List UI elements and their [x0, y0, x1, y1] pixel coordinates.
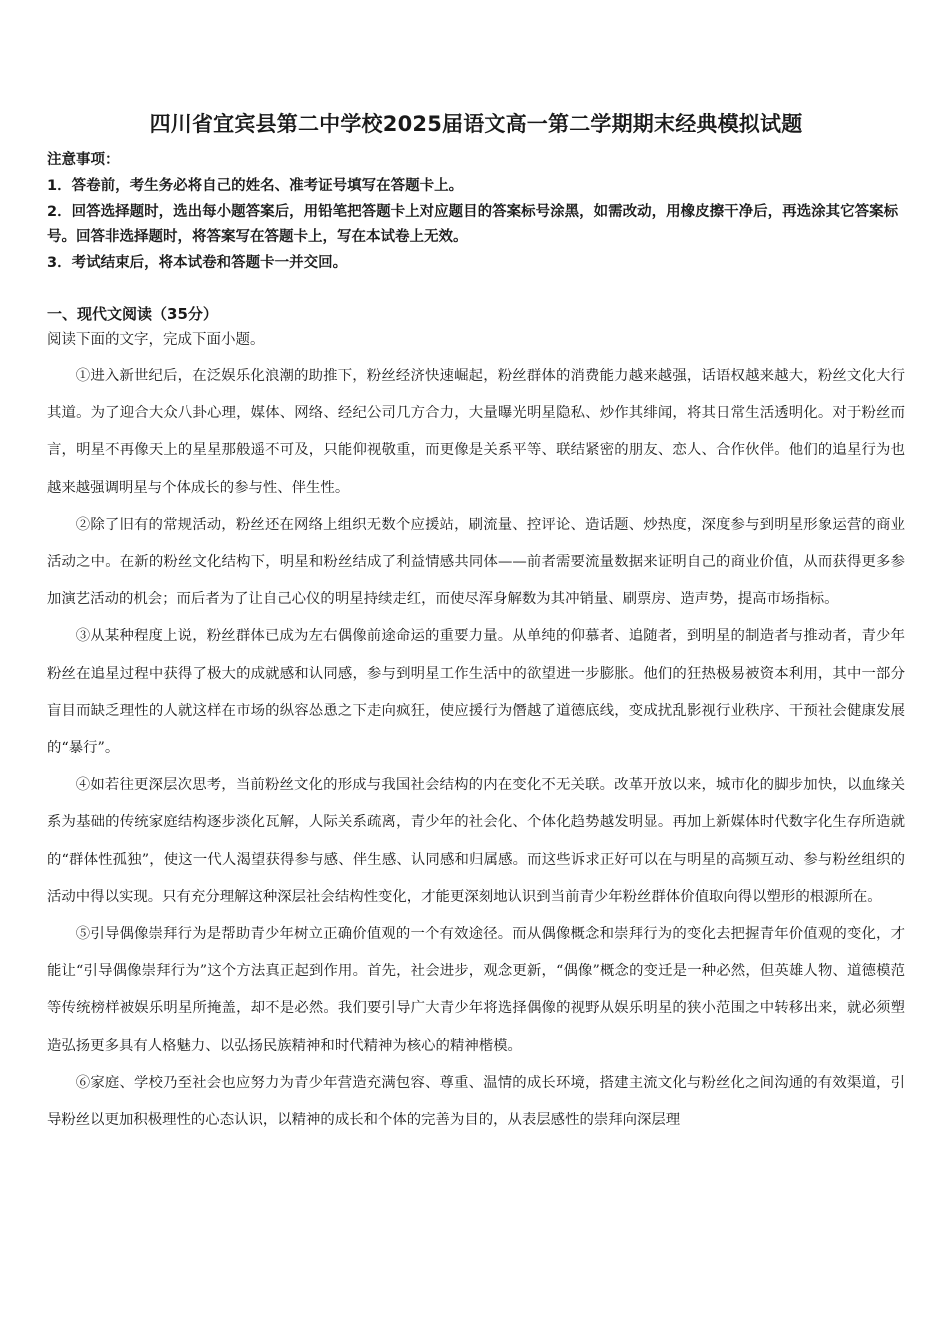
- exam-page: [47, 108, 905, 1139]
- notice-item-1: 1．答卷前，考生务必将自己的姓名、准考证号填写在答题卡上。: [47, 177, 464, 194]
- paragraph-4: ④如若往更深层次思考，当前粉丝文化的形成与我国社会结构的内在变化不无关联。改革开放以来，城市化的脚步加快，以血缘关系为基础的传统家庭结构逐步淡化瓦解，人际关系疏离，青少年的社会化、个体化趋势越发明显。再加上新媒体时代数字化生存所造就的“群体性孤独”，使这一代人渴望获得参与感、伴生感、认同感和归属感。而这些诉求正好可以在与明星的高频互动、参与粉丝组织的活动中得以实现。只有充分理解这种深层社会结构性变化，才能更深刻地认识到当前青少年粉丝群体价值取向得以塑形的根源所在。: [47, 777, 905, 905]
- paragraph-1: ①进入新世纪后，在泛娱乐化浪潮的助推下，粉丝经济快速崛起，粉丝群体的消费能力越来越强，话语权越来越大，粉丝文化大行其道。为了迎合大众八卦心理，媒体、网络、经纪公司几方合力，大量曝光明星隐私、炒作其绯闻，将其日常生活透明化。对于粉丝而言，明星不再像天上的星星那般遥不可及，只能仰视敬重，而更像是关系平等、联结紧密的朋友、恋人、合作伙伴。他们的追星行为也越来越强调明星与个体成长的参与性、伴生性。: [47, 367, 905, 496]
- notice-item-2: 2．回答选择题时，选出每小题答案后，用铅笔把答题卡上对应题目的答案标号涂黑，如需改动，用橡皮擦干净后，再选涂其它答案标号。回答非选择题时，将答案写在答题卡上，写在本试卷上无效。: [47, 203, 899, 246]
- notice-item-3: 3．考试结束后，将本试卷和答题卡一并交回。: [47, 255, 348, 272]
- exam-title: 四川省宜宾县第二中学校2025届语文高一第二学期期末经典模拟试题: [149, 112, 803, 136]
- paragraph-5: ⑤引导偶像崇拜行为是帮助青少年树立正确价值观的一个有效途径。而从偶像概念和崇拜行为的变化去把握青年价值观的变化，才能让“引导偶像崇拜行为”这个方法真正起到作用。首先，社会进步，观念更新，“偶像”概念的变迁是一种必然，但英雄人物、道德模范等传统榜样被娱乐明星所掩盖，却不是必然。我们要引导广大青少年将选择偶像的视野从娱乐明星的狭小范围之中转移出来，就必须塑造弘扬更多具有人格魅力、以弘扬民族精神和时代精神为核心的精神楷模。: [47, 926, 905, 1054]
- spacer: [47, 277, 905, 301]
- notice-heading: 注意事项：: [47, 152, 120, 168]
- section-title: 一、现代文阅读（35分）: [47, 304, 218, 323]
- paragraph-6: ⑥家庭、学校乃至社会也应努力为青少年营造充满包容、尊重、温情的成长环境，搭建主流文化与粉丝化之间沟通的有效渠道，引导粉丝以更加积极理性的心态认识，以精神的成长和个体的完善为目的，从表层感性的崇拜向深层理: [47, 1074, 905, 1129]
- notice-block: [47, 148, 905, 277]
- paragraph-3: ③从某种程度上说，粉丝群体已成为左右偶像前途命运的重要力量。从单纯的仰慕者、追随者，到明星的制造者与推动者，青少年粉丝在追星过程中获得了极大的成就感和认同感，参与到明星工作生活中的欲望进一步膨胀。他们的狂热极易被资本利用，其中一部分盲目而缺乏理性的人就这样在市场的纵容怂恿之下走向疯狂，使应援行为僭越了道德底线，变成扰乱影视行业秩序、干预社会健康发展的“暴行”。: [47, 628, 905, 757]
- paragraph-2: ②除了旧有的常规活动，粉丝还在网络上组织无数个应援站，刷流量、控评论、造话题、炒热度，深度参与到明星形象运营的商业活动之中。在新的粉丝文化结构下，明星和粉丝结成了利益情感共同体——前者需要流量数据来证明自己的商业价值，从而获得更多参加演艺活动的机会；而后者为了让自己心仪的明星持续走红，而使尽浑身解数为其冲销量、刷票房、造声势，提高市场指标。: [47, 516, 905, 608]
- section-intro: 阅读下面的文字，完成下面小题。: [47, 331, 265, 348]
